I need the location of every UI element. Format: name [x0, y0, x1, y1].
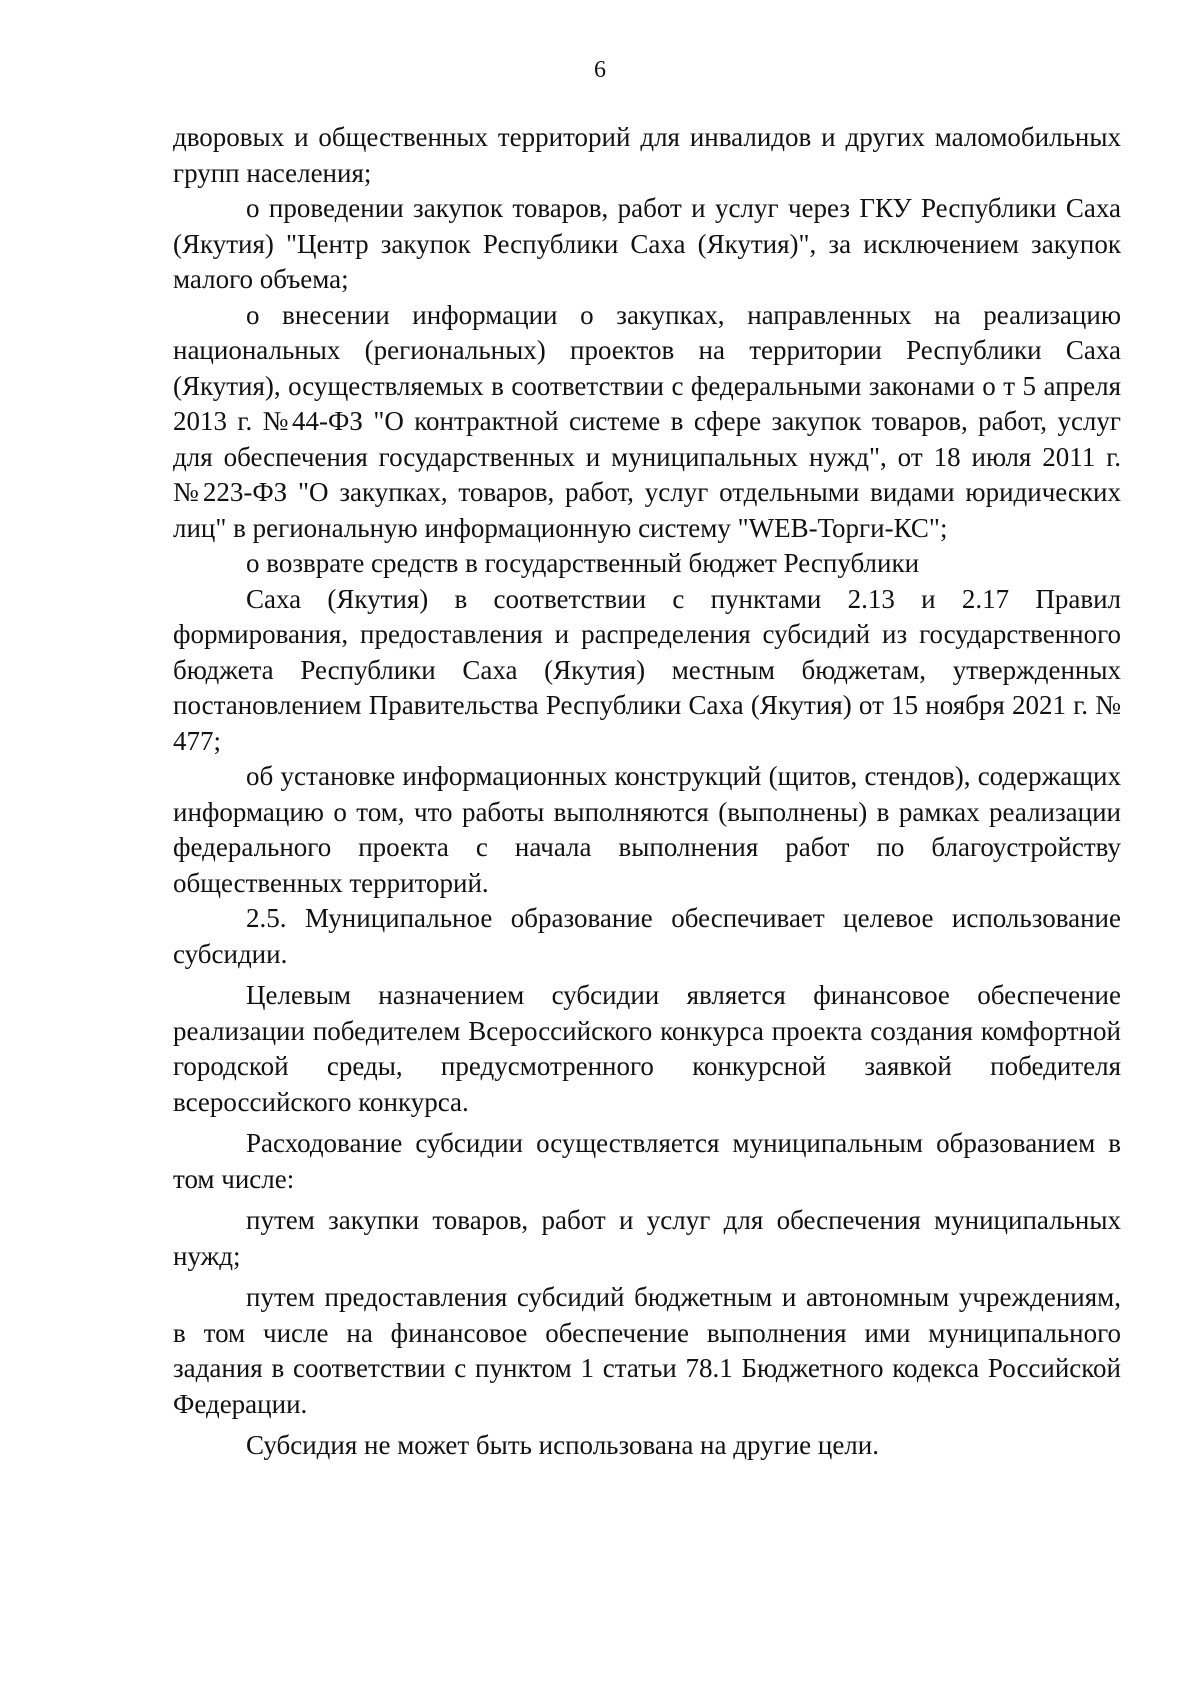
paragraph-spending: Расходование субсидии осуществляется муниципальным образованием в том числе:	[173, 1128, 1121, 1194]
paragraph-procurement-center: о проведении закупок товаров, работ и услуг через ГКУ Республики Саха (Якутия) "Центр закупок Республики Саха (Якутия)", за исключением закупок малого объема;	[173, 193, 1121, 294]
paragraph-restriction: Субсидия не может быть использована на другие цели.	[246, 1430, 879, 1460]
paragraph-institution-subsidies: путем предоставления субсидий бюджетным и автономным учреждениям, в том числе на финансовое обеспечение выполнения ими муниципального задания в соответствии с пунктом 1 статьи 78.1 Бюджетного кодекса Российской Федерации.	[173, 1282, 1121, 1419]
paragraph-procurement-needs: путем закупки товаров, работ и услуг для обеспечения муниципальных нужд;	[173, 1205, 1121, 1271]
paragraph-funds-return: о возврате средств в государственный бюджет Республики	[246, 548, 920, 578]
paragraph-clause-2-5: 2.5. Муниципальное образование обеспечивает целевое использование субсидии.	[173, 903, 1121, 969]
page-number: 6	[594, 57, 606, 83]
paragraph-subsidy-rules: Саха (Якутия) в соответствии с пунктами 2.13 и 2.17 Правил формирования, предоставления и распределения субсидий из государственного бюджета Республики Саха (Якутия) местным бюджетам, утвержденных постановлением Правительства Республики Саха (Якутия) от 15 ноября 2021 г. № 477;	[173, 583, 1121, 756]
paragraph-information-structures: об установке информационных конструкций (щитов, стендов), содержащих информацию о том, что работы выполняются (выполнены) в рамках реализации федерального проекта с начала выполнения работ по благоустройству общественных территорий.	[173, 761, 1121, 898]
paragraph-continuation: дворовых и общественных территорий для инвалидов и других маломобильных групп населения;	[173, 122, 1121, 188]
document-body	[173, 120, 1121, 1464]
paragraph-purpose: Целевым назначением субсидии является финансовое обеспечение реализации победителем Всероссийского конкурса проекта создания комфортной городской среды, предусмотренного конкурсной заявкой победителя всероссийского конкурса.	[173, 980, 1121, 1117]
paragraph-procurement-information: о внесении информации о закупках, направленных на реализацию национальных (региональных) проектов на территории Республики Саха (Якутия), осуществляемых в соответствии с федеральными законами о т 5 апреля 2013 г. №44-ФЗ "О контрактной системе в сфере закупок товаров, работ, услуг для обеспечения государственных и муниципальных нужд", от 18 июля 2011 г. №223-ФЗ "О закупках, товаров, работ, услуг отдельными видами юридических лиц" в региональную информационную систему "WEB-Торги-КС";	[173, 299, 1121, 543]
